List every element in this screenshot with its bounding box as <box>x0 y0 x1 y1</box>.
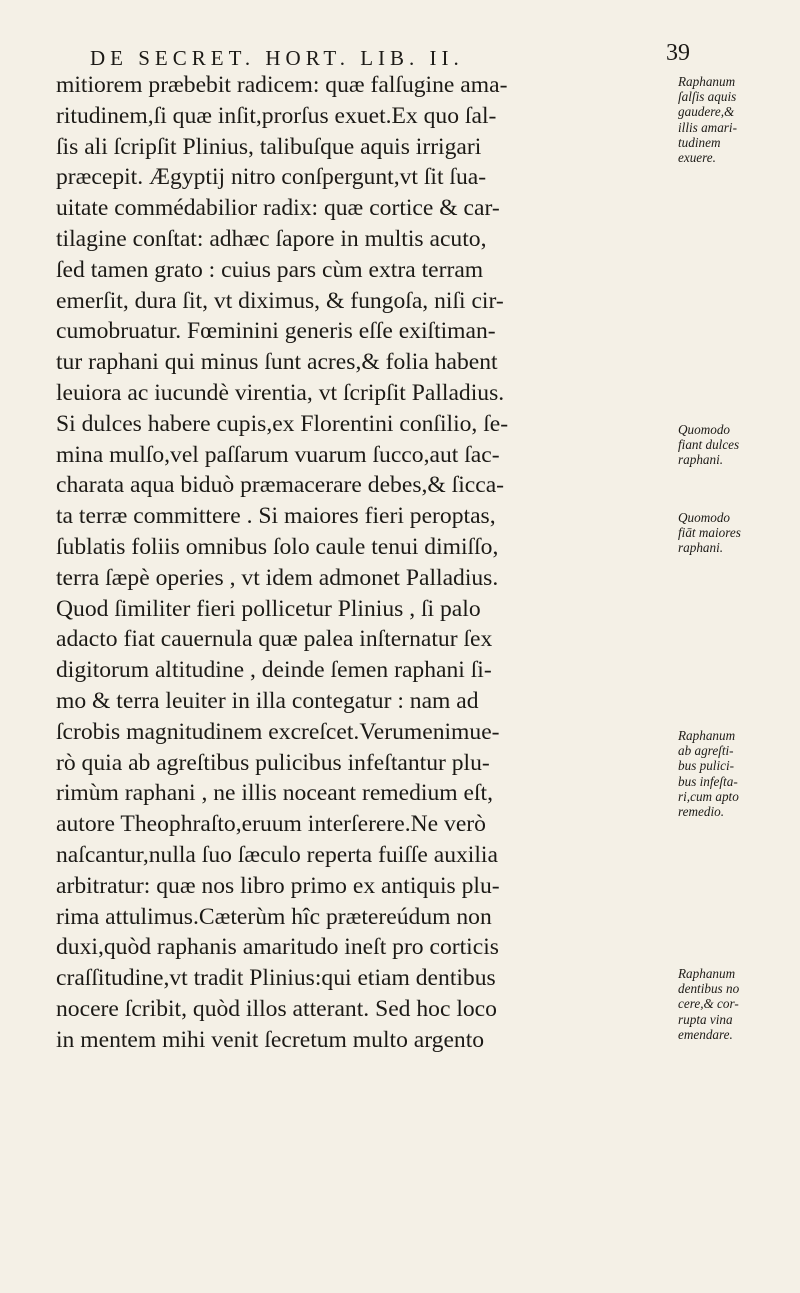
body-line: duxi,quòd raphanis amaritudo ineſt pro corticis <box>56 934 499 961</box>
margin-note-line: exuere. <box>678 150 716 166</box>
body-line: terra ſæpè operies , vt idem admonet Palladius. <box>56 564 499 591</box>
margin-note <box>678 966 796 1042</box>
margin-note-line: gaudere,& <box>678 104 735 120</box>
body-line: ſis ali ſcripſit Plinius, talibuſque aquis irrigari <box>56 133 482 160</box>
body-line: emerſit, dura ſit, vt diximus, & fungoſa, niſi cir- <box>56 287 504 314</box>
body-line: arbitratur: quæ nos libro primo ex antiquis plu- <box>56 872 500 899</box>
body-line: rimùm raphani , ne illis noceant remedium eſt, <box>56 780 494 807</box>
body-line: Quod ſimiliter fieri pollicetur Plinius , ſi palo <box>56 595 481 622</box>
body-line: digitorum altitudine , deinde ſemen raphani ſi- <box>56 657 492 684</box>
body-line: mo & terra leuiter in illa contegatur : nam ad <box>56 687 479 714</box>
margin-note-line: cere,& cor- <box>678 996 739 1012</box>
margin-note-line: ab agreſti- <box>678 743 734 759</box>
body-line: præcepit. Ægyptij nitro conſpergunt,vt ſit ſua- <box>56 164 487 191</box>
margin-note-line: ri,cum apto <box>678 788 739 804</box>
body-line: ſublatis foliis omnibus ſolo caule tenui dimiſſo, <box>56 533 499 560</box>
margin-note-line: emendare. <box>678 1026 733 1042</box>
margin-note-line: dentibus no <box>678 981 740 997</box>
body-line: rima attulimus.Cæterùm hîc prætereúdum non <box>56 903 492 930</box>
margin-note <box>678 728 796 819</box>
body-line: nocere ſcribit, quòd illos atterant. Sed hoc loco <box>56 995 497 1022</box>
margin-note-line: Raphanum <box>678 74 736 89</box>
body-line: ritudinem,ſi quæ inſit,prorſus exuet.Ex quo ſal- <box>56 102 497 129</box>
margin-note-line: Quomodo <box>678 510 731 525</box>
margin-note-line: Quomodo <box>678 422 731 437</box>
margin-note-line: tudinem <box>678 134 721 150</box>
margin-note-line: rupta vina <box>678 1011 733 1027</box>
body-line: naſcantur,nulla ſuo ſæculo reperta fuiſſe auxilia <box>56 841 498 868</box>
margin-note <box>678 74 796 165</box>
margin-note-line: Raphanum <box>678 728 736 743</box>
margin-note-line: Raphanum <box>678 966 736 981</box>
body-line: ta terræ committere . Si maiores fieri peroptas, <box>56 503 496 530</box>
margin-note-line: raphani. <box>678 540 724 556</box>
margin-note-line: ſalſis aquis <box>678 89 737 105</box>
body-line: mitiorem præbebit radicem: quæ falſugine ama- <box>56 72 508 98</box>
body-line: craſſitudine,vt tradit Plinius:qui etiam dentibus <box>56 965 496 992</box>
margin-note-line: remedio. <box>678 804 725 820</box>
margin-note <box>678 422 796 468</box>
running-title: DE SECRET. HORT. LIB. II. <box>90 46 464 70</box>
body-line: uitate commédabilior radix: quæ cortice & car- <box>56 195 500 222</box>
margin-note-line: fiant dulces <box>678 437 740 453</box>
body-line: charata aqua biduò præmacerare debes,& ſicca- <box>56 472 505 499</box>
body-line: mina mulſo,vel paſſarum vuarum ſucco,aut ſac- <box>56 441 500 468</box>
body-line: cumobruatur. Fœminini generis eſſe exiſtiman- <box>56 318 496 345</box>
body-line: ſed tamen grato : cuius pars cùm extra terram <box>56 256 484 283</box>
margin-note-line: bus infeſta- <box>678 773 738 789</box>
margin-note-line: bus pulici- <box>678 758 735 774</box>
body-line: tur raphani qui minus ſunt acres,& folia habent <box>56 349 498 376</box>
margin-note-line: fiāt maiores <box>678 525 741 541</box>
margin-note <box>678 510 796 556</box>
body-line: ſcrobis magnitudinem excreſcet.Verumenimue- <box>56 718 500 745</box>
margin-note-line: illis amari- <box>678 119 737 135</box>
body-line: rò quia ab agreſtibus pulicibus infeſtantur plu- <box>56 749 490 776</box>
body-line: in mentem mihi venit ſecretum multo argento <box>56 1026 485 1053</box>
body-line: leuiora ac iucundè virentia, vt ſcripſit Palladius. <box>56 379 505 406</box>
margin-note-line: raphani. <box>678 452 724 468</box>
body-line: autore Theophraſto,eruum interſerere.Ne verò <box>56 811 486 838</box>
body-line: adacto fiat cauernula quæ palea inſternatur ſex <box>56 626 493 653</box>
body-line: tilagine conſtat: adhæc ſapore in multis acuto, <box>56 225 487 252</box>
body-line: Si dulces habere cupis,ex Florentini conſilio, ſe- <box>56 410 509 437</box>
page-number: 39 <box>666 40 690 66</box>
body-text <box>56 70 656 1056</box>
